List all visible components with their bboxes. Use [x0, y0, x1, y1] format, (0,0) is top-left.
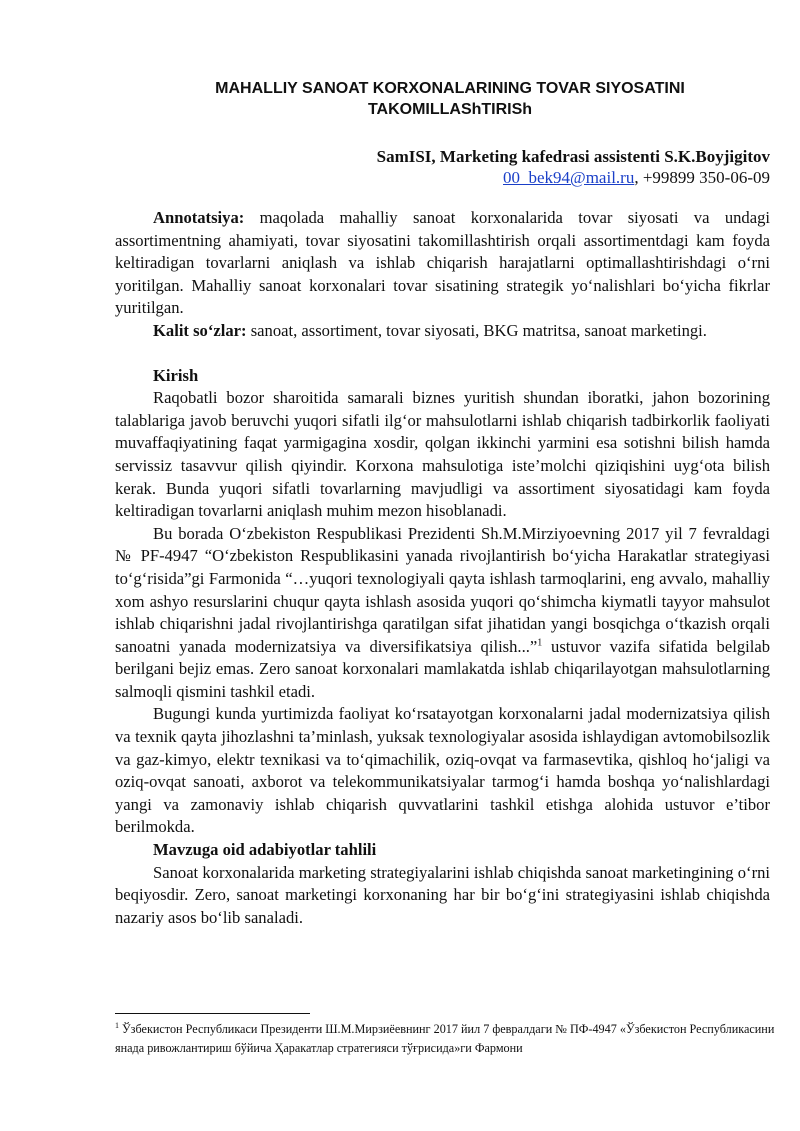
author-phone: , +99899 350-06-09 [634, 168, 770, 187]
keywords-text: sanoat, assortiment, tovar siyosati, BKG matritsa, sanoat marketingi. [246, 320, 707, 340]
intro-paragraph-3: Bugungi kunda yurtimizda faoliyat ko‘rsatayotgan korxonalarni jadal modernizatsiya qilish va texnik qayta jihozlashni ta’minlash, yuksak texnologiyalar asosida ishlaydigan avtomobilsozlik va gaz-kimyo, elektr texnikasi va to‘qimachilik, oziq-ovqat va farmasevtika, qishloq ho‘jaligi va oziq-ovqat sanoati, axborot va telekommunikatsiyalar tarmog‘i hamda boshqa yo‘nalishlardagi yangi va zamonaviy ishlab chiqarish quvvatlarini tashkil etishga alohida ustuvor e’tibor berilmokda. [115, 704, 770, 837]
footnote-separator [115, 1013, 310, 1014]
annotation-label: Annotatsiya: [153, 208, 245, 227]
intro-heading: Kirish [153, 365, 199, 385]
intro-paragraph-2 [115, 523, 770, 704]
keywords-label: Kalit so‘zlar: [153, 320, 247, 340]
author-name: SamISI, Marketing kafedrasi assistenti S.K.Boyjigitov [376, 147, 770, 166]
title-line-2: TAKOMILLAShTIRISh [367, 101, 533, 118]
intro-p2-text: Bu borada O‘zbekiston Respublikasi Prezidenti Sh.M.Mirziyoevning 2017 yil 7 fevraldagi № PF-4947 “O‘zbekiston Respublikasini yanada rivojlantirish bo‘yicha Harakatlar strategiyasi to‘g‘risida”gi Farmonida “…yuqori texnologiyali qayta ishlash tarmoqlarini, eng avvalo, mahalliy xom ashyo resurslarini chuqur qayta ishlash asosida yuqori qo‘shimcha kiymatli tayyor mahsulot ishlab chiqarishni jadal rivojlantirishga qaratilgan sifat jihatidan yangi bosqichga o‘tkazish orqali sanoatni yanada modernizatsiya va diversifikatsiya qilish...” [115, 523, 770, 656]
title-line-1: MAHALLIY SANOAT KORXONALARINING TOVAR SIYOSATINI [215, 80, 685, 97]
author-block [377, 146, 770, 188]
literature-heading: Mavzuga oid adabiyotlar tahlili [153, 840, 377, 860]
email-link[interactable]: 00_bek94@mail.ru [503, 168, 635, 187]
footnote [115, 1020, 780, 1058]
section-gap [115, 343, 770, 365]
author-contact [377, 167, 770, 188]
footnote-mark: 1 [115, 1020, 119, 1030]
article-title [100, 78, 800, 120]
annotation-paragraph [115, 207, 770, 320]
intro-p2-rest: ustuvor vazifa sifatida belgilab berilgani bejiz emas. Zero sanoat korxonalari mamlakatda ishlab chiqarilayotgan mahsulotlarning salmoqli qismini tashkil etadi. [115, 636, 770, 701]
footnote-text: Ўзбекистон Республикаси Президенти Ш.М.Мирзиёевнинг 2017 йил 7 февралдаги № ПФ-4947 «Ўзбекистон Республикасини янада ривожлантириш бўйича Ҳаракатлар стратегияси тўғрисида»ги Фармони [115, 1022, 775, 1055]
keywords-paragraph [115, 320, 770, 343]
article-body [115, 207, 770, 929]
annotation-text: maqolada mahalliy sanoat korxonalarida tovar siyosati va undagi assortimentning ahamiyati, tovar siyosatini takomillashtirish orqali assortimentdagi kam foyda keltiradigan tovarlarni aniqlash va ishlab chiqarish harajatlarni optimallashtirishdagi o‘rni yoritilgan. Mahalliy sanoat korxonalari tovar sisatining strategik yo‘nalishlari bo‘yicha fikrlar yuritilgan. [115, 208, 770, 318]
literature-paragraph-1: Sanoat korxonalarida marketing strategiyalarini ishlab chiqishda sanoat marketingining o‘rni beqiyosdir. Zero, sanoat marketingi korxonaning har bir bo‘g‘ini strategiyasini ishlab chiqishda nazariy asos bo‘lib sanaladi. [115, 862, 770, 927]
intro-paragraph-1: Raqobatli bozor sharoitida samarali biznes yuritish shundan iboratki, jahon bozorining talablariga javob beruvchi yuqori sifatli ilg‘or mahsulotlarni ishlab chiqarish tadbirkorlik faoliyati muvaffaqiyatining faqat yarmigagina xosdir, qolgan ikkinchi yarmini esa sotishni bilish hamda servissiz tasavvur qilish qiyindir. Korxona mahsulotiga iste’molchi qiziqishini uyg‘ota bilish kerak. Bunda yuqori sifatli tovarlarning mavjudligi va assortiment siyosatidagi kam foyda keltiradigan tovarlarni aniqlash muhim mezon hisoblanadi. [115, 388, 770, 521]
footnote-ref[interactable]: 1 [537, 637, 543, 649]
